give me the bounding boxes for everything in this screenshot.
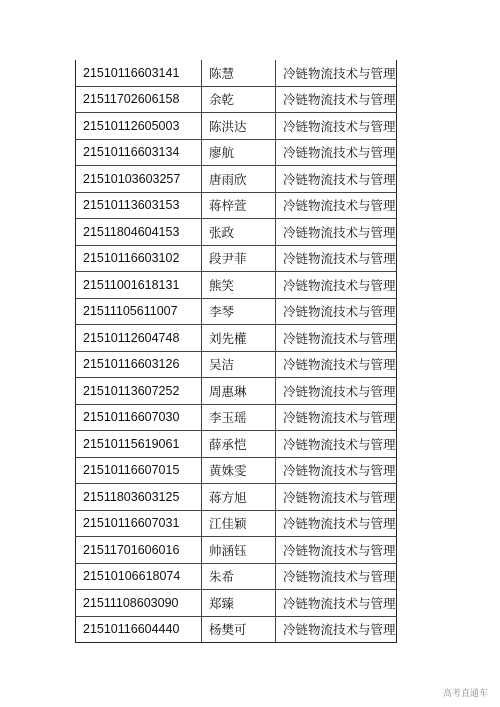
table-row [76,192,397,219]
student-name-cell: 余乾 [202,86,276,113]
student-id-cell: 21510106618074 [76,563,202,590]
student-major-cell: 冷链物流技术与管理 [276,510,397,537]
student-major-cell: 冷链物流技术与管理 [276,245,397,272]
student-name-cell: 吴洁 [202,351,276,378]
student-name-cell: 黄姝雯 [202,457,276,484]
table-row [76,616,397,643]
student-id-cell: 21510112605003 [76,113,202,140]
student-name-cell: 段尹菲 [202,245,276,272]
student-id-cell: 21510116603141 [76,60,202,86]
student-table-body [76,60,397,643]
student-major-cell: 冷链物流技术与管理 [276,60,397,86]
table-row [76,139,397,166]
student-name-cell: 江佳颖 [202,510,276,537]
student-major-cell: 冷链物流技术与管理 [276,139,397,166]
student-major-cell: 冷链物流技术与管理 [276,563,397,590]
student-id-cell: 21510103603257 [76,166,202,193]
student-major-cell: 冷链物流技术与管理 [276,616,397,643]
student-name-cell: 刘先權 [202,325,276,352]
student-id-cell: 21510113607252 [76,378,202,405]
student-major-cell: 冷链物流技术与管理 [276,378,397,405]
table-row [76,351,397,378]
student-major-cell: 冷链物流技术与管理 [276,86,397,113]
table-row [76,510,397,537]
student-name-cell: 郑臻 [202,590,276,617]
student-major-cell: 冷链物流技术与管理 [276,457,397,484]
table-row [76,404,397,431]
student-name-cell: 帅涵钰 [202,537,276,564]
student-name-cell: 杨樊可 [202,616,276,643]
table-row [76,431,397,458]
student-major-cell: 冷链物流技术与管理 [276,192,397,219]
student-id-cell: 21510113603153 [76,192,202,219]
student-name-cell: 薛承恺 [202,431,276,458]
student-id-cell: 21510116604440 [76,616,202,643]
student-name-cell: 熊笑 [202,272,276,299]
student-major-cell: 冷链物流技术与管理 [276,113,397,140]
student-major-cell: 冷链物流技术与管理 [276,404,397,431]
student-major-cell: 冷链物流技术与管理 [276,298,397,325]
student-major-cell: 冷链物流技术与管理 [276,431,397,458]
student-id-cell: 21510116607030 [76,404,202,431]
student-name-cell: 唐雨欣 [202,166,276,193]
student-major-cell: 冷链物流技术与管理 [276,484,397,511]
table-row [76,86,397,113]
table-row [76,219,397,246]
table-row [76,325,397,352]
student-major-cell: 冷链物流技术与管理 [276,590,397,617]
student-id-cell: 21511804604153 [76,219,202,246]
student-name-cell: 张政 [202,219,276,246]
student-major-cell: 冷链物流技术与管理 [276,166,397,193]
student-id-cell: 21510116603126 [76,351,202,378]
student-table [75,60,397,643]
student-id-cell: 21511701606016 [76,537,202,564]
table-row [76,272,397,299]
student-major-cell: 冷链物流技术与管理 [276,219,397,246]
table-row [76,484,397,511]
table-row [76,537,397,564]
student-id-cell: 21511702606158 [76,86,202,113]
student-id-cell: 21511108603090 [76,590,202,617]
student-name-cell: 蒋方旭 [202,484,276,511]
student-name-cell: 廖航 [202,139,276,166]
student-id-cell: 21511105611007 [76,298,202,325]
student-id-cell: 21510112604748 [76,325,202,352]
student-name-cell: 蒋梓萱 [202,192,276,219]
student-name-cell: 陈洪达 [202,113,276,140]
student-major-cell: 冷链物流技术与管理 [276,325,397,352]
student-name-cell: 李琴 [202,298,276,325]
student-major-cell: 冷链物流技术与管理 [276,351,397,378]
table-row [76,378,397,405]
student-id-cell: 21510116607015 [76,457,202,484]
table-row [76,298,397,325]
student-id-cell: 21511803603125 [76,484,202,511]
table-row [76,457,397,484]
table-row [76,166,397,193]
student-name-cell: 李玉瑶 [202,404,276,431]
student-name-cell: 陈慧 [202,60,276,86]
student-id-cell: 21510116603134 [76,139,202,166]
table-row [76,563,397,590]
table-row [76,113,397,140]
watermark-text: 高考直通车 [442,689,488,699]
student-name-cell: 朱希 [202,563,276,590]
student-id-cell: 21510115619061 [76,431,202,458]
student-name-cell: 周惠琳 [202,378,276,405]
table-row [76,60,397,86]
student-id-cell: 21510116603102 [76,245,202,272]
student-id-cell: 21510116607031 [76,510,202,537]
student-major-cell: 冷链物流技术与管理 [276,537,397,564]
table-row [76,590,397,617]
student-id-cell: 21511001618131 [76,272,202,299]
table-row [76,245,397,272]
student-major-cell: 冷链物流技术与管理 [276,272,397,299]
